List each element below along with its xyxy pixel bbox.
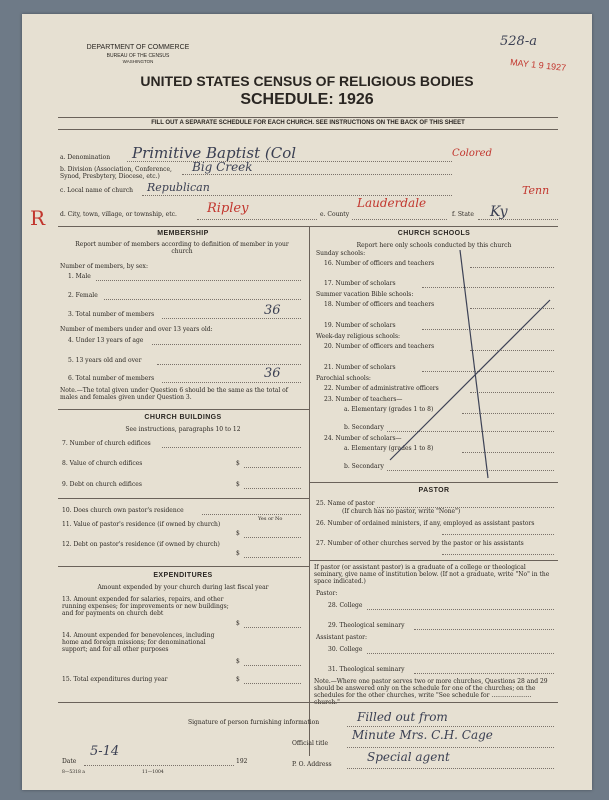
buildings-subtitle: See instructions, paragraphs 10 to 12 [125,426,241,433]
q23b-label: b. Secondary [344,424,384,431]
section-rule [58,226,558,227]
year-label: 192 [236,758,248,765]
q12-label: 12. Debt on pastor's residence (if owned by church) [62,541,220,548]
expenditures-subtitle: Amount expended by your church during last fiscal year [97,584,269,591]
q24-label: 24. Number of scholars— [324,435,402,442]
q14-dollar: $ [236,658,240,665]
q23-label: 23. Number of teachers— [324,396,403,403]
state-label: f. State [452,211,474,218]
instruction-line: FILL OUT A SEPARATE SCHEDULE FOR EACH CHURCH. SEE INSTRUCTIONS ON THE BACK OF THIS SHEET [151,120,465,126]
q17-label: 17. Number of scholars [324,280,396,287]
q19-label: 19. Number of scholars [324,322,396,329]
q25-label: 25. Name of pastor [316,500,375,507]
q8-label: 8. Value of church edifices [62,460,143,467]
date-value: 5-14 [90,744,120,759]
city-label: d. City, town, village, or township, etc. [60,211,177,218]
sunday-label: Sunday schools: [316,250,366,257]
county-value: Lauderdale [357,196,427,210]
official-title-value: Minute Mrs. C.H. Cage [352,728,493,742]
q15-label: 15. Total expenditures during year [62,676,168,683]
q25-hint: (If church has no pastor, write "None") [342,508,461,515]
form-title: UNITED STATES CENSUS OF RELIGIOUS BODIES [140,73,474,89]
schools-subtitle: Report here only schools conducted by this church [356,242,512,249]
q24b-label: b. Secondary [344,463,384,470]
membership-subtitle: Report number of members according to definition of member in your church [75,241,289,255]
summer-label: Summer vacation Bible schools: [316,291,414,298]
official-title-label: Official title [292,740,328,747]
census-form [22,14,592,790]
expenditures-title: EXPENDITURES [153,572,213,579]
q10-hint: Yes or No [258,516,283,522]
q26-label: 26. Number of ordained ministers, if any, employed as assistant pastors [316,520,535,527]
q14-label: 14. Amount expended for benevolences, including home and foreign missions; for denominational support; and for all other purposes [62,632,215,653]
division-label: b. Division (Association, Conference, Synod, Presbytery, Diocese, etc.) [60,166,172,180]
q18-label: 18. Number of officers and teachers [324,301,435,308]
q28-label: 28. College [328,602,363,609]
q12-dollar: $ [236,550,240,557]
pastor-title: PASTOR [418,487,450,494]
department-name: DEPARTMENT OF COMMERCE [86,44,190,51]
membership-title: MEMBERSHIP [157,230,209,237]
q7-label: 7. Number of church edifices [62,440,151,447]
signature-value: Filled out from [357,710,448,724]
by-sex-label: Number of members, by sex: [60,263,148,270]
q31-label: 31. Theological seminary [328,666,405,673]
q23a-label: a. Elementary (grades 1 to 8) [344,406,434,413]
q1-label: 1. Male [68,273,91,280]
q15-dollar: $ [236,676,240,683]
q21-label: 21. Number of scholars [324,364,396,371]
membership-note: Note.—The total given under Question 6 should be the same as the total of males and females given under Question 3. [60,387,289,401]
q3-value: 36 [264,303,281,318]
graduate-note: If pastor (or assistant pastor) is a graduate of a college or theological seminary, give name of institution below. (If not a graduate, write "No" in the space indicated.) [314,564,550,585]
r-mark: R [30,206,46,230]
footer-form-code: 8—5318 a [62,770,85,775]
age-heading: Number of members under and over 13 years old: [60,326,213,333]
q24a-label: a. Elementary (grades 1 to 8) [344,445,434,452]
pastor-sub-label: Pastor: [316,590,338,597]
buildings-title: CHURCH BUILDINGS [144,414,222,421]
parochial-label: Parochial schools: [316,375,371,382]
q13-label: 13. Amount expended for salaries, repairs, and other running expenses; for improvements or new buildings; and for payments on church debt [62,596,229,617]
colored-note: Colored [452,148,492,159]
form-number: 528-a [500,34,537,49]
q29-label: 29. Theological seminary [328,622,405,629]
schools-title: CHURCH SCHOOLS [397,230,471,237]
weekday-label: Week-day religious schools: [316,333,401,340]
q27-label: 27. Number of other churches served by the pastor or his assistants [316,540,524,547]
q10-label: 10. Does church own pastor's residence [62,507,184,514]
header-rule-bottom [58,129,558,130]
q11-dollar: $ [236,530,240,537]
q6-label: 6. Total number of members [68,375,155,382]
q16-label: 16. Number of officers and teachers [324,260,435,267]
q2-label: 2. Female [68,292,98,299]
state-value: Ky [490,204,508,220]
bureau-name: BUREAU OF THE CENSUS [106,53,170,59]
signature-label: Signature of person furnishing information [188,719,320,726]
assistant-sub-label: Assistant pastor: [316,634,368,641]
footer-print-code: 11—1004 [142,770,164,775]
division-value: Big Creek [192,160,253,174]
q9-dollar: $ [236,481,240,488]
q11-label: 11. Value of pastor's residence (if owned by church) [62,521,221,528]
po-address-label: P. O. Address [292,761,332,768]
schools-crossout [310,250,558,480]
q30-label: 30. College [328,646,363,653]
pastor-note: Note.—Where one pastor serves two or more churches, Questions 28 and 29 should be answered only on the schedule for one of the churches; on the schedules for the other churches, write "See schedule for ..................... church." [314,678,548,706]
date-label: Date [62,758,77,765]
denomination-label: a. Denomination [60,154,111,161]
received-stamp: MAY 1 9 1927 [509,57,567,73]
header-rule-top [58,117,558,118]
schedule-title: SCHEDULE: 1926 [240,91,374,108]
q5-label: 5. 13 years old and over [68,357,142,364]
q9-label: 9. Debt on church edifices [62,481,142,488]
q22-label: 22. Number of administrative officers [324,385,439,392]
state-correction: Tenn [522,184,550,197]
q4-label: 4. Under 13 years of age [68,337,144,344]
q6-value: 36 [264,366,281,381]
county-label: e. County [320,211,350,218]
city-value: Ripley [207,201,249,216]
q13-dollar: $ [236,620,240,627]
q8-dollar: $ [236,460,240,467]
local-name-label: c. Local name of church [60,187,134,194]
city-name: WASHINGTON [122,59,154,64]
q20-label: 20. Number of officers and teachers [324,343,435,350]
q3-label: 3. Total number of members [68,311,155,318]
local-name-value: Republican [147,181,210,194]
denomination-value: Primitive Baptist (Col [132,144,297,162]
po-address-value: Special agent [367,750,450,764]
